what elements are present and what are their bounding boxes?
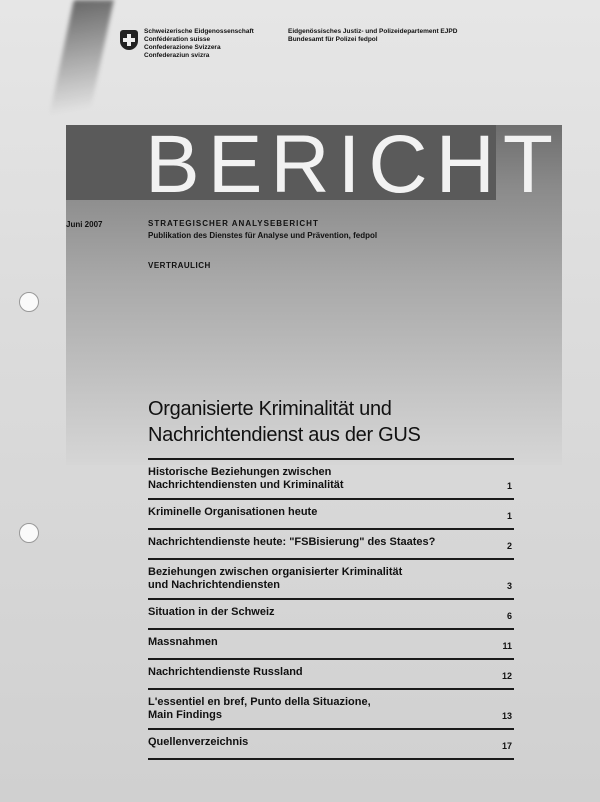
toc-entry-title: [148, 730, 514, 749]
toc-bottom-rule: [148, 758, 514, 760]
toc-entry-page: 1: [506, 481, 512, 491]
toc-entry-title: [148, 560, 514, 592]
swiss-cross-crest-icon: [120, 30, 138, 50]
toc-entry: [148, 598, 514, 628]
toc-entry: [148, 658, 514, 688]
toc-entry-title-line: Kriminelle Organisationen heute: [148, 506, 318, 518]
federal-line-rm: Confederaziun svizra: [144, 52, 210, 59]
federal-line-de: Schweizerische Eidgenossenschaft: [144, 28, 254, 35]
toc-entry-title-line: und Nachrichtendiensten: [148, 579, 281, 591]
report-date: Juni 2007: [66, 220, 103, 229]
punch-hole-top: [19, 292, 39, 312]
toc-entry-title-line: Nachrichtendiensten und Kriminalität: [148, 479, 344, 491]
federal-header: [120, 28, 254, 60]
punch-hole-bottom: [19, 523, 39, 543]
office-name: Bundesamt für Polizei fedpol: [288, 36, 378, 43]
federal-name-lines: [144, 28, 254, 60]
toc-entry-title-line: Beziehungen zwischen organisierter Kriminalität: [148, 566, 403, 578]
toc-entry: [148, 458, 514, 498]
toc-entry: [148, 628, 514, 658]
report-publication: Publikation des Dienstes für Analyse und Prävention, fedpol: [148, 231, 378, 240]
toc-entry-title: [148, 630, 514, 649]
toc-entry-title-line: L'essentiel en bref, Punto della Situazione,: [148, 696, 371, 708]
toc-entry: [148, 688, 514, 728]
federal-line-it: Confederazione Svizzera: [144, 44, 221, 51]
toc-entry-page: 12: [501, 671, 512, 681]
toc-entry-page: 13: [501, 711, 512, 721]
toc-entry-title-line: Quellenverzeichnis: [148, 736, 249, 748]
department-header: [288, 28, 457, 44]
classification-label: VERTRAULICH: [148, 261, 211, 270]
toc-entry: [148, 728, 514, 758]
toc-entry-title-line: Main Findings: [148, 709, 222, 721]
toc-entry-page: 11: [502, 641, 512, 651]
toc-entry-page: 6: [506, 611, 512, 621]
toc-entry-page: 2: [506, 541, 512, 551]
toc-entry-title-line: Historische Beziehungen zwischen: [148, 466, 332, 478]
table-of-contents: [148, 458, 514, 760]
federal-line-fr: Confédération suisse: [144, 36, 211, 43]
main-title-line-1: Organisierte Kriminalität und: [148, 398, 392, 420]
toc-entry-page: 3: [506, 581, 512, 591]
ink-stain: [46, 0, 114, 130]
department-name: Eidgenössisches Justiz- und Polizeidepartement EJPD: [288, 28, 458, 35]
toc-entry-title: [148, 460, 514, 492]
main-title-line-2: Nachrichtendienst aus der GUS: [148, 424, 421, 446]
toc-entry: [148, 498, 514, 528]
toc-entry-title: [148, 660, 514, 679]
toc-entry-title-line: Massnahmen: [148, 636, 218, 648]
report-type: STRATEGISCHER ANALYSEBERICHT: [148, 219, 319, 228]
toc-entry-title: [148, 690, 514, 722]
main-title: [148, 396, 421, 448]
toc-entry-page: 1: [506, 511, 512, 521]
toc-entry-title-line: Nachrichtendienste heute: "FSBisierung" des Staates?: [148, 536, 436, 548]
toc-entry-page: 17: [501, 741, 512, 751]
toc-entry: [148, 558, 514, 598]
toc-entry: [148, 528, 514, 558]
toc-entry-title: [148, 600, 514, 619]
toc-entry-title: [148, 530, 514, 549]
toc-entry-title-line: Situation in der Schweiz: [148, 606, 275, 618]
toc-entry-title: [148, 500, 514, 519]
toc-entry-title-line: Nachrichtendienste Russland: [148, 666, 303, 678]
report-word: BERICHT: [145, 119, 561, 210]
